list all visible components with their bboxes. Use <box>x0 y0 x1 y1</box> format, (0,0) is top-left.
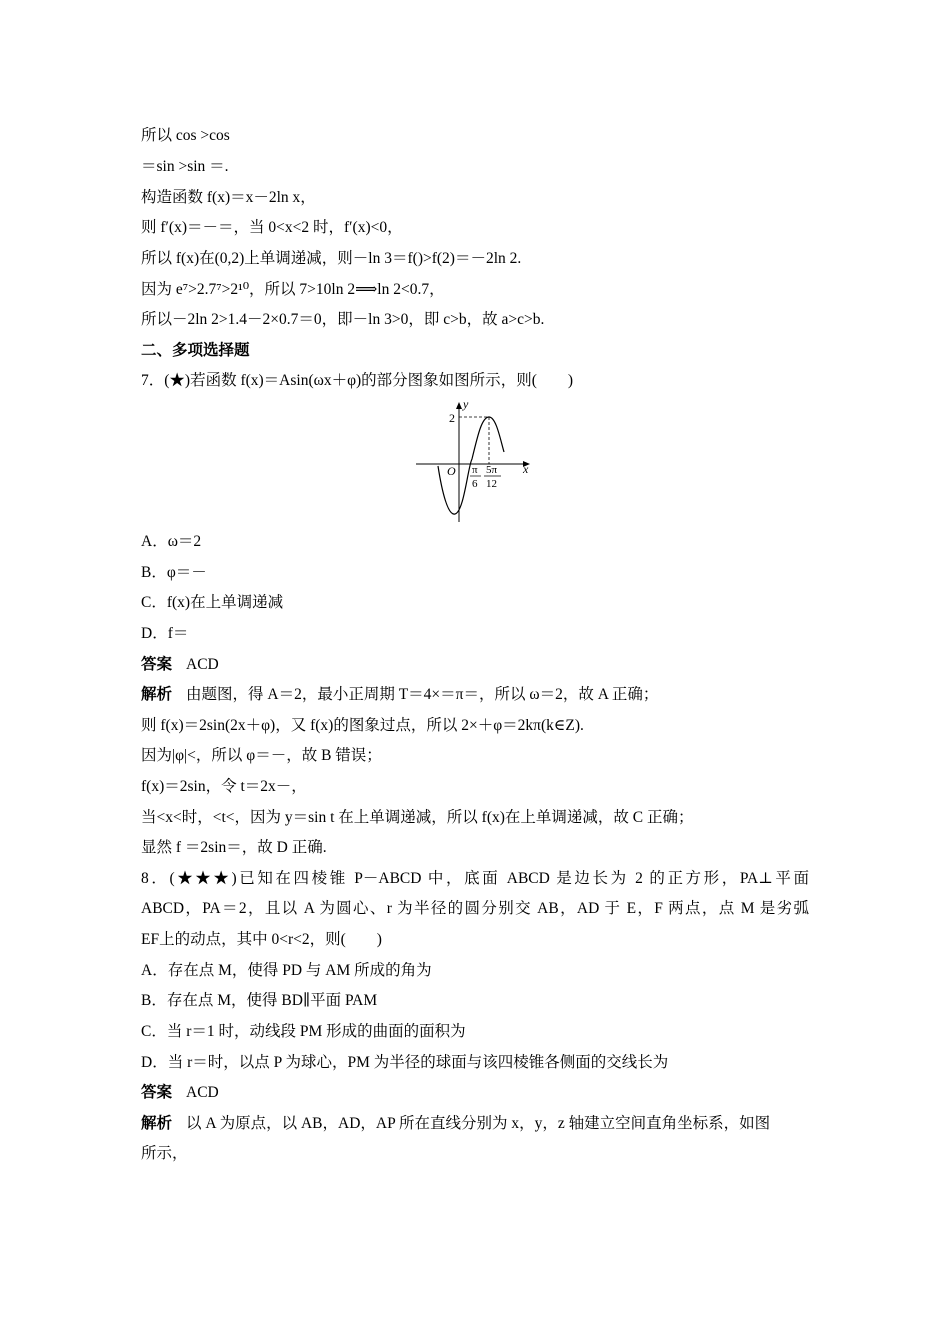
analysis-text: 由题图，得 A＝2，最小正周期 T＝4×＝π＝，所以 ω＝2，故 A 正确； <box>186 686 659 703</box>
analysis-line <box>141 685 658 705</box>
option-a: A．存在点 M，使得 PD 与 AM 所成的角为 <box>141 962 432 979</box>
sine-graph <box>412 394 538 522</box>
text-line: 所以－2ln 2>1.4－2×0.7＝0，即－ln 3>0，即 c>b，故 a>c>b. <box>141 311 545 328</box>
analysis-text: 以 A 为原点，以 AB，AD，AP 所在直线分别为 x，y，z 轴建立空间直角坐标系，如图 <box>186 1115 771 1132</box>
y-axis-label: y <box>463 397 469 411</box>
tick-pi-6-numerator: π <box>472 464 478 476</box>
question-8-stem: 8．(★★★)已知在四棱锥 P－ABCD 中，底面 ABCD 是边长为 2 的正方形，PA⊥平面 <box>141 870 809 887</box>
analysis-label: 解析 <box>141 1115 173 1132</box>
text-line: 构造函数 f(x)＝x－2ln x， <box>141 189 316 206</box>
text-line: 所以 f(x)在(0,2)上单调递减，则－ln 3＝f()>f(2)＝－2ln 2. <box>141 250 522 267</box>
y-axis-arrow-icon <box>456 402 462 409</box>
text-line: 则 f′(x)＝－＝，当 0<x<2 时，f′(x)<0， <box>141 219 403 236</box>
tick-5pi-12-denominator: 12 <box>486 478 497 490</box>
text-line: 因为 e⁷>2.7⁷>2¹⁰，所以 7>10ln 2⟹ln 2<0.7， <box>141 281 445 298</box>
text-line: ＝sin >sin ＝. <box>141 158 229 175</box>
answer-line <box>141 1083 219 1103</box>
text-line: 因为|φ|<，所以 φ＝－，故 B 错误； <box>141 747 382 764</box>
analysis-label: 解析 <box>141 686 173 703</box>
answer-label: 答案 <box>141 656 173 673</box>
text-line: 当<x<时，<t<，因为 y＝sin t 在上单调递减，所以 f(x)在上单调递减，故 C 正确； <box>141 809 694 826</box>
answer-label: 答案 <box>141 1084 173 1101</box>
option-c: C．当 r＝1 时，动线段 PM 形成的曲面的面积为 <box>141 1023 466 1040</box>
option-a: A．ω＝2 <box>141 533 202 550</box>
option-c: C．f(x)在上单调递减 <box>141 594 284 611</box>
tick-pi-6-denominator: 6 <box>472 478 478 490</box>
text-line: f(x)＝2sin，令 t＝2x－， <box>141 778 307 795</box>
text-line: 所以 cos >cos <box>141 127 230 144</box>
option-d: D．f＝ <box>141 625 189 642</box>
origin-label: O <box>447 464 456 478</box>
answer-line <box>141 655 219 675</box>
question-8-stem: EF上的动点，其中 0<r<2，则( ) <box>141 931 382 948</box>
y-max-label: 2 <box>449 411 455 425</box>
text-line: 显然 f ＝2sin＝，故 D 正确. <box>141 839 327 856</box>
x-axis-label: x <box>523 462 529 476</box>
tick-5pi-12-numerator: 5π <box>486 464 498 476</box>
text-line: 所示， <box>141 1145 188 1162</box>
answer-value: ACD <box>186 656 219 673</box>
question-8-stem: ABCD，PA＝2，且以 A 为圆心、r 为半径的圆分别交 AB，AD 于 E，F 两点，点 M 是劣弧 <box>141 900 809 917</box>
answer-value: ACD <box>186 1084 219 1101</box>
option-d: D．当 r＝时，以点 P 为球心，PM 为半径的球面与该四棱锥各侧面的交线长为 <box>141 1054 669 1071</box>
question-7-stem: 7．(★)若函数 f(x)＝Asin(ωx＋φ)的部分图象如图所示，则( ) <box>141 372 574 389</box>
option-b: B．φ＝－ <box>141 564 207 581</box>
option-b: B．存在点 M，使得 BD∥平面 PAM <box>141 992 378 1009</box>
section-heading: 二、多项选择题 <box>141 342 250 359</box>
analysis-line <box>141 1114 809 1134</box>
text-line: 则 f(x)＝2sin(2x＋φ)，又 f(x)的图象过点，所以 2×＋φ＝2kπ(k∈Z). <box>141 717 584 734</box>
